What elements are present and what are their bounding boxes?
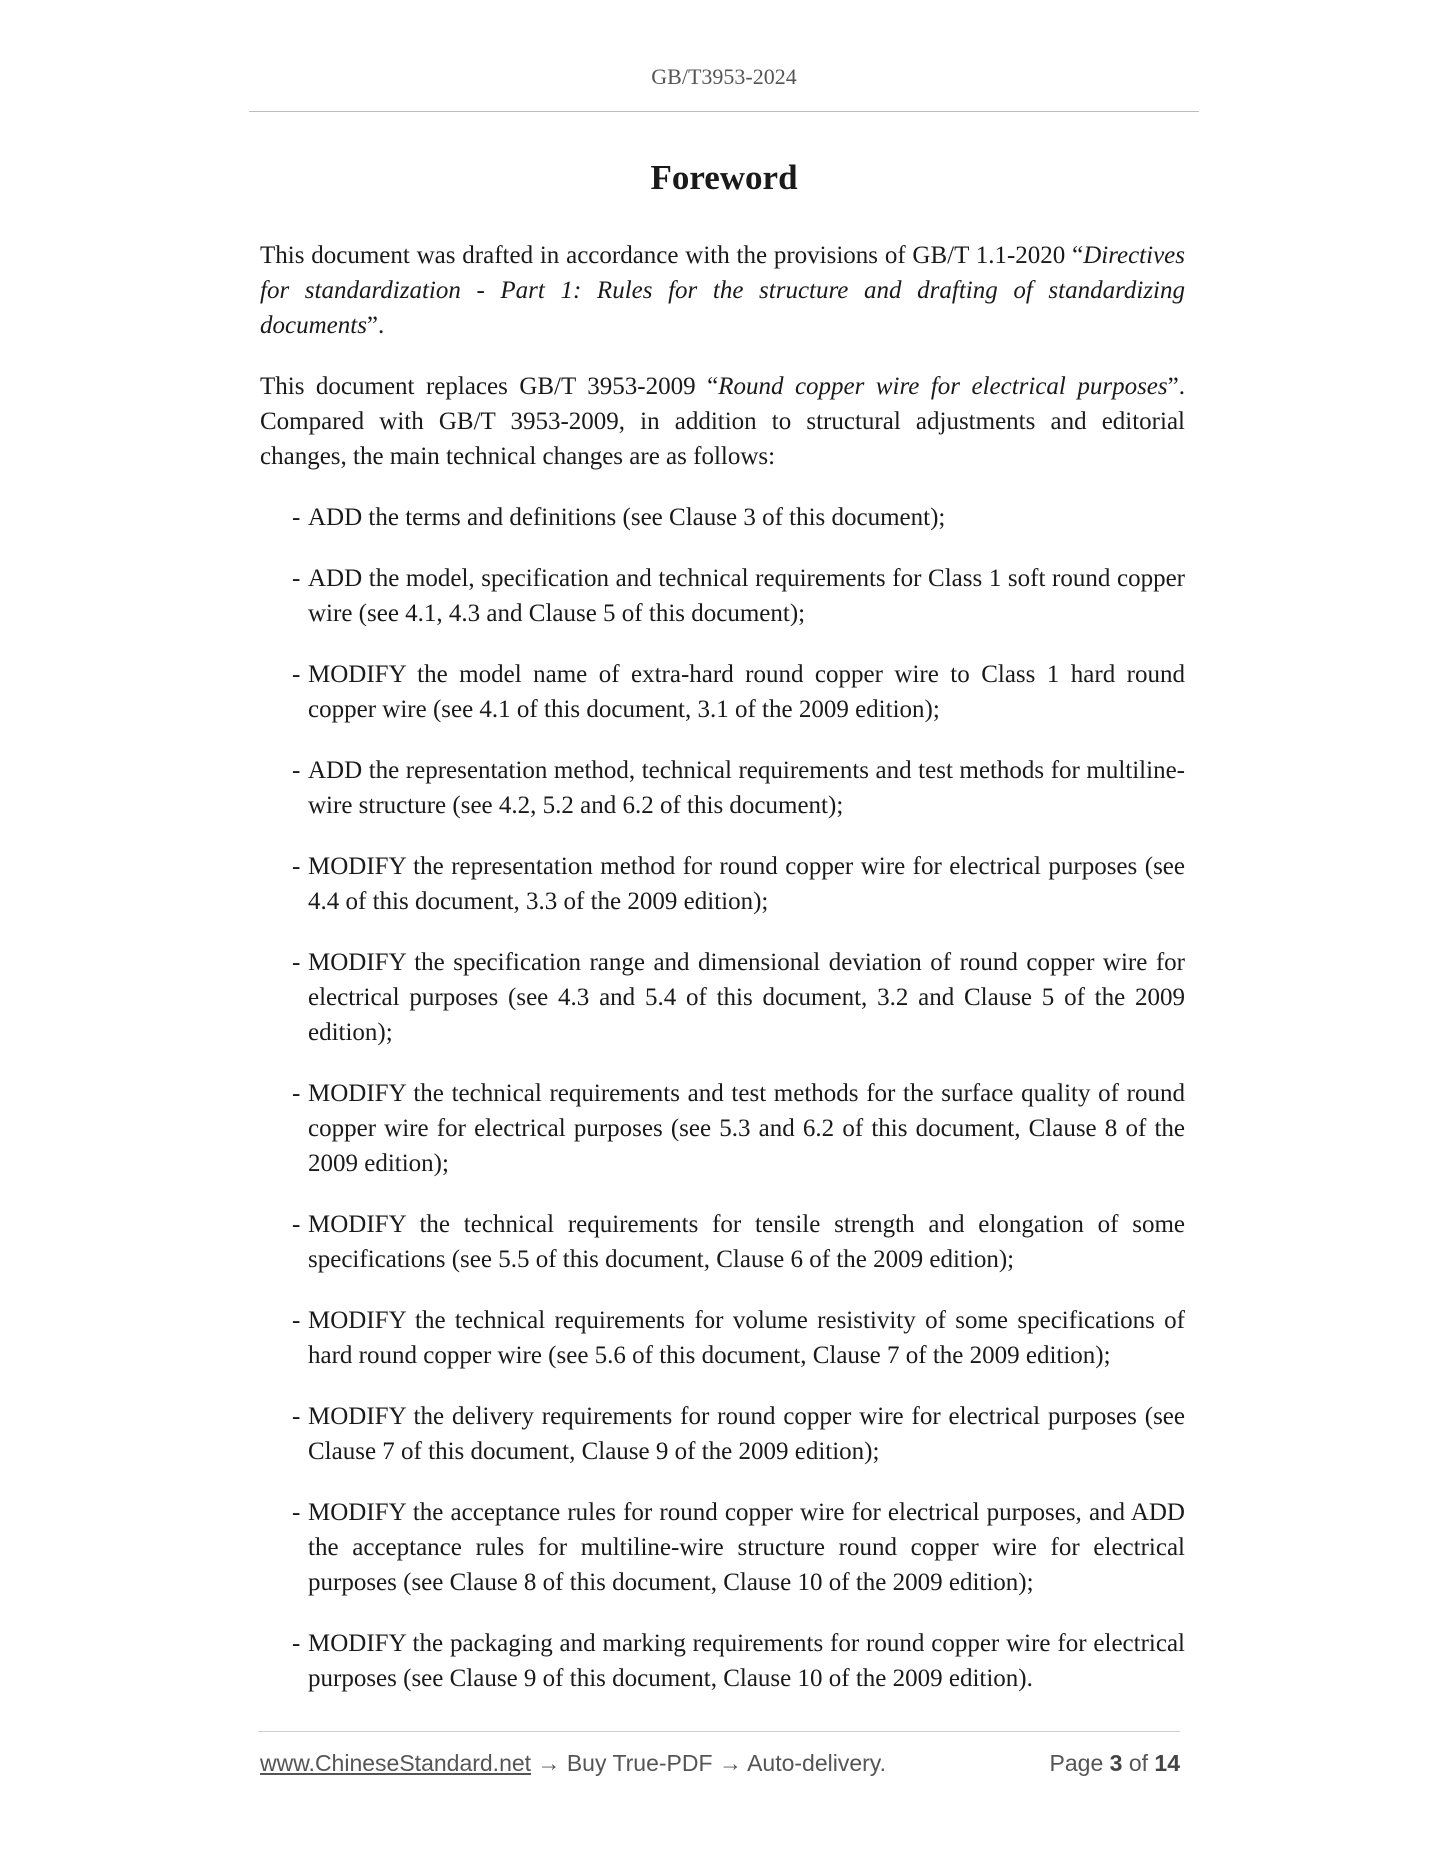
header-divider bbox=[249, 111, 1199, 112]
list-item-text: MODIFY the specification range and dimensional deviation of round copper wire for electrical purposes (see 4.3 and 5.4 of this document, 3.2 and Clause 5 of the 2009 edition); bbox=[308, 949, 1185, 1046]
list-item-text: MODIFY the acceptance rules for round copper wire for electrical purposes, and ADD the acceptance rules for multiline-wire structure round copper wire for electrical purposes (see Clause 8 of this document, Clause 10 of the 2009 edition); bbox=[308, 1499, 1185, 1596]
dash-bullet: - bbox=[292, 1499, 301, 1526]
dash-bullet: - bbox=[292, 1211, 301, 1238]
foreword-body bbox=[260, 238, 1185, 1722]
list-item bbox=[292, 1076, 1185, 1181]
list-item-text: MODIFY the model name of extra-hard round copper wire to Class 1 hard round copper wire (see 4.1 of this document, 3.1 of the 2009 edition); bbox=[308, 661, 1185, 723]
paragraph-drafting-rules bbox=[260, 238, 1185, 343]
list-item-text: MODIFY the technical requirements for volume resistivity of some specifications of hard round copper wire (see 5.6 of this document, Clause 7 of the 2009 edition); bbox=[308, 1307, 1185, 1369]
list-item-text: MODIFY the packaging and marking requirements for round copper wire for electrical purposes (see Clause 9 of this document, Clause 10 of the 2009 edition). bbox=[308, 1630, 1185, 1692]
dash-bullet: - bbox=[292, 1080, 301, 1107]
list-item-text: MODIFY the representation method for round copper wire for electrical purposes (see 4.4 of this document, 3.3 of the 2009 edition); bbox=[308, 853, 1185, 915]
arrow-icon: → bbox=[537, 1750, 561, 1776]
list-item-text: ADD the model, specification and technical requirements for Class 1 soft round copper wire (see 4.1, 4.3 and Clause 5 of this document); bbox=[308, 565, 1185, 627]
page-title: Foreword bbox=[650, 158, 798, 197]
dash-bullet: - bbox=[292, 661, 301, 688]
footer-promo bbox=[260, 1750, 886, 1777]
list-item bbox=[292, 1207, 1185, 1277]
list-item bbox=[292, 1495, 1185, 1600]
dash-bullet: - bbox=[292, 757, 301, 784]
dash-bullet: - bbox=[292, 1630, 301, 1657]
arrow-icon: → bbox=[718, 1750, 742, 1776]
buy-true-pdf-text: Buy True-PDF bbox=[566, 1750, 713, 1776]
page-label: Page bbox=[1049, 1750, 1104, 1776]
page-footer bbox=[260, 1750, 1180, 1782]
list-item bbox=[292, 753, 1185, 823]
total-pages: 14 bbox=[1154, 1750, 1180, 1776]
list-item-text: MODIFY the technical requirements for tensile strength and elongation of some specifications (see 5.5 of this document, Clause 6 of the 2009 edition); bbox=[308, 1211, 1185, 1273]
list-item bbox=[292, 1626, 1185, 1696]
replaced-standard-title: Round copper wire for electrical purposes bbox=[718, 373, 1168, 400]
current-page: 3 bbox=[1109, 1750, 1123, 1776]
dash-bullet: - bbox=[292, 565, 301, 592]
list-item-text: ADD the terms and definitions (see Clause 3 of this document); bbox=[308, 504, 946, 531]
dash-bullet: - bbox=[292, 504, 301, 531]
running-header: GB/T3953-2024 bbox=[651, 64, 797, 89]
list-item bbox=[292, 849, 1185, 919]
footer-divider bbox=[258, 1731, 1180, 1732]
auto-delivery-text: Auto-delivery. bbox=[747, 1750, 886, 1776]
paragraph-text: This document was drafted in accordance with the provisions of GB/T 1.1-2020 “ bbox=[260, 242, 1084, 269]
list-item-text: MODIFY the technical requirements and test methods for the surface quality of round copper wire for electrical purposes (see 5.3 and 6.2 of this document, Clause 8 of the 2009 edition); bbox=[308, 1080, 1185, 1177]
paragraph-text: ”. Compared with GB/T 3953-2009, in addition to structural adjustments and editorial changes, the main technical changes are as follows: bbox=[260, 373, 1185, 470]
list-item-text: MODIFY the delivery requirements for round copper wire for electrical purposes (see Clause 7 of this document, Clause 9 of the 2009 edition); bbox=[308, 1403, 1185, 1465]
dash-bullet: - bbox=[292, 853, 301, 880]
paragraph-text: This document replaces GB/T 3953-2009 “ bbox=[260, 373, 719, 400]
paragraph-replacement bbox=[260, 369, 1185, 474]
list-item bbox=[292, 945, 1185, 1050]
list-item bbox=[292, 500, 1185, 535]
dash-bullet: - bbox=[292, 949, 301, 976]
list-item bbox=[292, 1399, 1185, 1469]
list-item-text: ADD the representation method, technical requirements and test methods for multiline-wire structure (see 4.2, 5.2 and 6.2 of this document); bbox=[308, 757, 1185, 819]
page-number bbox=[1050, 1750, 1180, 1777]
dash-bullet: - bbox=[292, 1307, 301, 1334]
paragraph-text: ”. bbox=[366, 312, 385, 339]
dash-bullet: - bbox=[292, 1403, 301, 1430]
list-item bbox=[292, 657, 1185, 727]
list-item bbox=[292, 561, 1185, 631]
list-item bbox=[292, 1303, 1185, 1373]
cited-standard-title: Directives for standardization - Part 1: Rules for the structure and drafting of standardizing documents bbox=[260, 242, 1185, 339]
of-label: of bbox=[1128, 1750, 1149, 1776]
website-link[interactable]: www.ChineseStandard.net bbox=[260, 1750, 532, 1776]
technical-changes-list bbox=[260, 500, 1185, 1696]
